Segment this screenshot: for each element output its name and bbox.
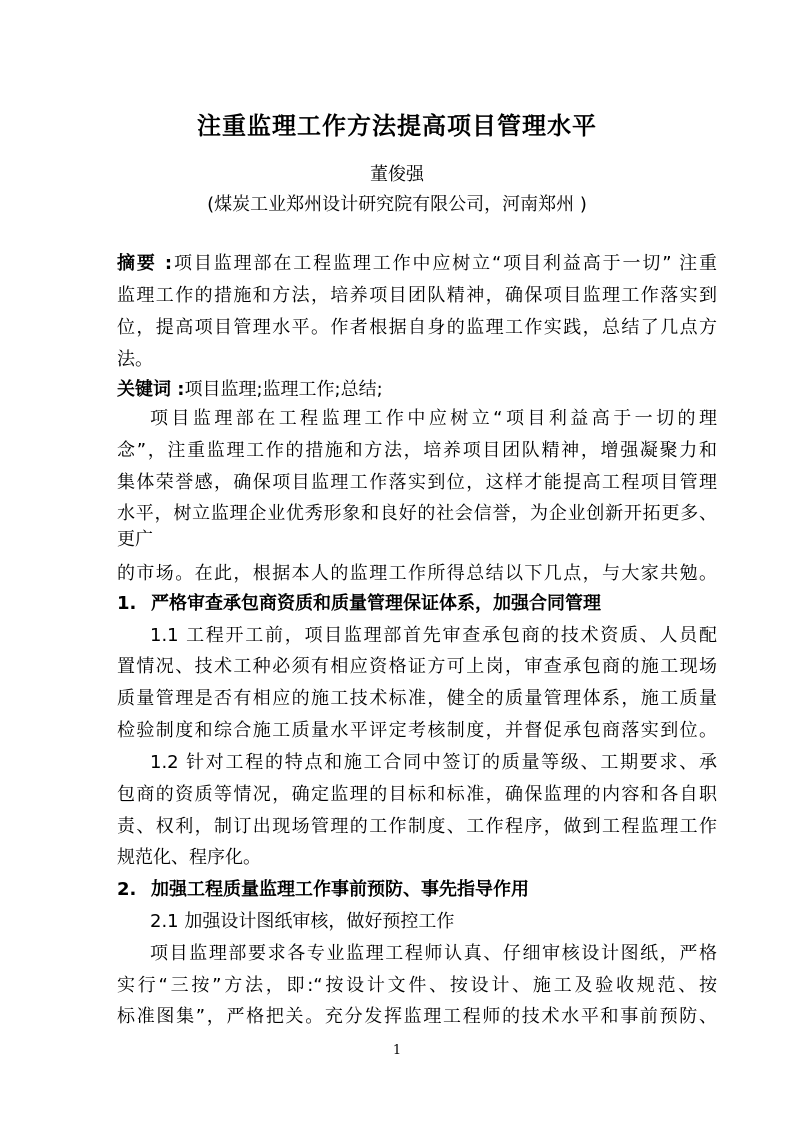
abstract-text: 项目监理部在工程监理工作中应树立“项目利益高于一切” 注重 [172,253,717,274]
section-1-2-line: 1.2 针对工程的特点和施工合同中签订的质量等级、工期要求、承 [150,752,717,773]
author-affiliation: (煤炭工业郑州设计研究院有限公司，河南郑州 ) [207,194,587,215]
section-2-1-line: 标准图集”，严格把关。充分发挥监理工程师的技术水平和事前预防、 [117,1006,717,1027]
section-2-heading [117,876,717,904]
section-1-2-line: 包商的资质等情况，确定监理的目标和标准，确保监理的内容和各自职 [117,784,717,805]
section-number: 1. [117,593,137,614]
keywords-label: 关键词 : [117,379,185,400]
abstract-line: 监理工作的措施和方法，培养项目团队精神，确保项目监理工作落实到 [117,285,717,306]
section-title: 严格审查承包商资质和质量管理保证体系，加强合同管理 [151,593,601,614]
keywords-line [117,376,717,404]
abstract-label: 摘要 : [117,253,173,274]
abstract-line: 位，提高项目管理水平。作者根据自身的监理工作实践，总结了几点方 [117,317,717,338]
section-number: 2. [117,879,137,900]
section-title: 加强工程质量监理工作事前预防、事先指导作用 [151,879,529,900]
section-2-1-heading: 2.1 加强设计图纸审核，做好预控工作 [150,911,455,932]
abstract-line [117,250,717,278]
author-name: 董俊强 [370,164,424,185]
keywords-text: 项目监理;监理工作;总结; [184,379,383,400]
section-2-1-line: 项目监理部要求各专业监理工程师认真、仔细审核设计图纸，严格 [150,943,717,964]
section-1-1-line: 质量管理是否有相应的施工技术标准，健全的质量管理体系，施工质量 [117,688,717,709]
section-1-1-line: 检验制度和综合施工质量水平评定考核制度，并督促承包商落实到位。 [117,720,717,741]
section-1-1-line: 1.1 工程开工前，项目监理部首先审查承包商的技术资质、人员配 [150,625,717,646]
section-1-2-line: 规范化、程序化。 [117,847,261,868]
document-title: 注重监理工作方法提高项目管理水平 [197,111,597,140]
intro-line: 念”，注重监理工作的措施和方法，培养项目团队精神，增强凝聚力和 [117,440,717,461]
intro-line: 项目监理部在工程监理工作中应树立“项目利益高于一切的理 [150,408,717,429]
intro-line: 更广 [117,529,153,550]
section-1-heading [117,590,717,618]
intro-line: 集体荣誉感，确保项目监理工作落实到位，这样才能提高工程项目管理 [117,472,717,493]
section-2-1-line: 实行“三按”方法，即:“按设计文件、按设计、施工及验收规范、按 [117,975,717,996]
intro-line: 水平，树立监理企业优秀形象和良好的社会信誉，为企业创新开拓更多、 [117,503,717,524]
page-number: 1 [392,1043,402,1058]
section-1-1-line: 置情况、技术工种必须有相应资格证方可上岗，审查承包商的施工现场 [117,656,717,677]
section-1-2-line: 责、权利，制订出现场管理的工作制度、工作程序，做到工程监理工作 [117,816,717,837]
intro-line: 的市场。在此，根据本人的监理工作所得总结以下几点，与大家共勉。 [117,563,717,584]
abstract-line: 法。 [117,349,153,370]
